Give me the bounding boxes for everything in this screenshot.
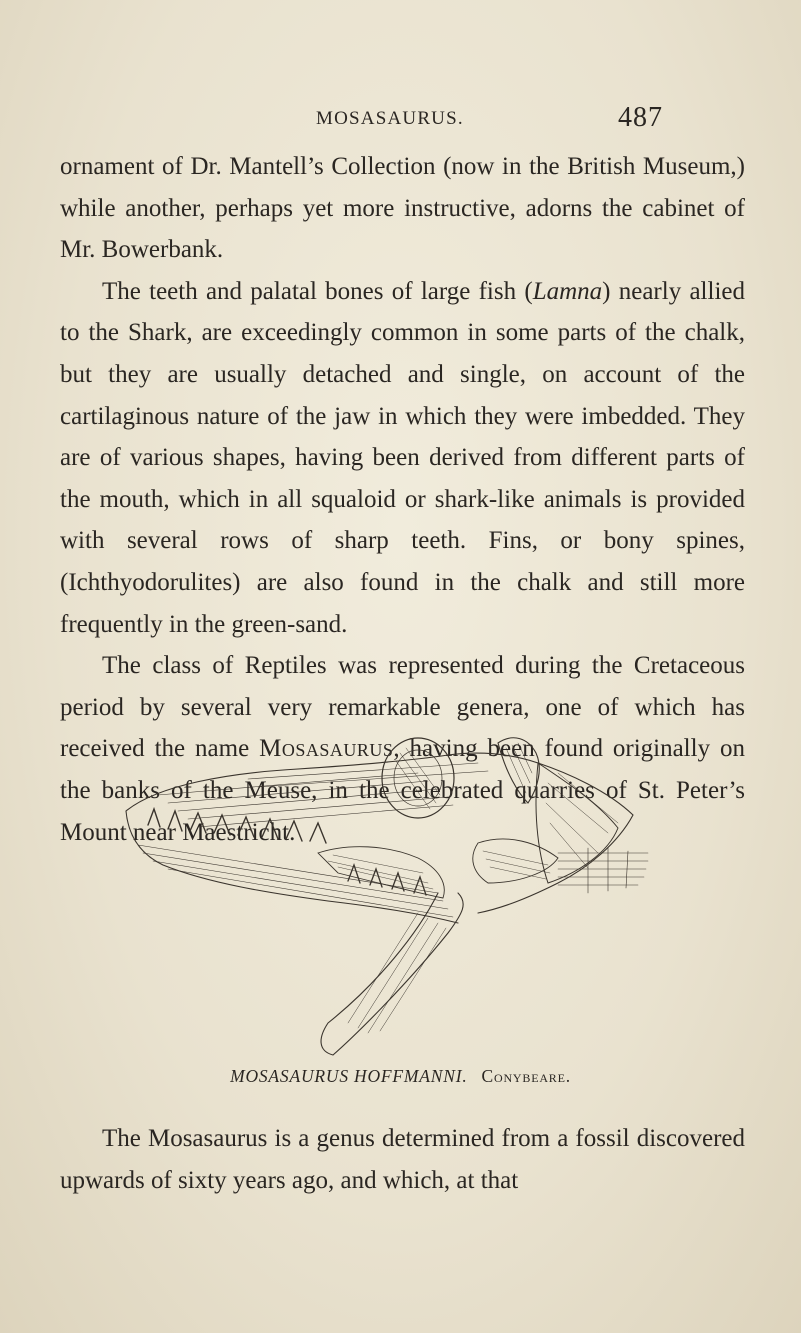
paragraph-3-start: The class of Reptiles was represented during the Cretaceous period by several very remarkable genera, one of which has received the name [60, 652, 745, 763]
lamna-term: Lamna [532, 277, 603, 305]
paragraph-2-start: The teeth and palatal bones of large fish ( [102, 277, 533, 305]
running-head [0, 102, 801, 138]
running-head-title: MOSASAURUS. [316, 108, 464, 129]
closing-paragraph-block [60, 1118, 745, 1201]
caption-genus: MOSASAURUS HOFFMANNI. [230, 1066, 468, 1086]
paragraph-2 [60, 271, 745, 645]
mosasaurus-term: Mosasaurus [259, 735, 394, 763]
teeth-row [148, 809, 326, 843]
caption-author: Conybeare. [481, 1066, 571, 1086]
lower-jaw-outline [126, 811, 458, 923]
paragraph-4: The Mosasaurus is a genus determined from a fossil discovered upwards of sixty years ago, and which, at that [60, 1125, 745, 1194]
paragraph-2-rest: ) nearly allied to the Shark, are exceedingly common in some parts of the chalk, but they are usually detached and single, on account of the cartilaginous nature of the jaw in which they were imbedded. They are of various shapes, having been derived from different parts of the mouth, which in all squaloid or shark-like animals is provided with several rows of sharp teeth. Fins, or bony spines, (Ichthyodorulites) are also found in the chalk and still more frequently in the green-sand. [60, 277, 745, 638]
page-number: 487 [618, 102, 663, 133]
paragraph-1: ornament of Dr. Mantell’s Collection (now in the British Museum,) while another, perhaps yet more instructive, adorns the cabinet of Mr. Bowerbank. [60, 153, 745, 264]
skull-upper-outline [126, 753, 633, 913]
mosasaurus-skull-engraving [118, 733, 658, 1058]
figure-caption [0, 1066, 801, 1087]
skull-illustration [118, 733, 658, 1058]
paragraph-3-rest: , having been found originally on the banks of the Meuse, in the celebrated quarries of St. Peter’s Mount near Maestricht. [60, 735, 745, 846]
